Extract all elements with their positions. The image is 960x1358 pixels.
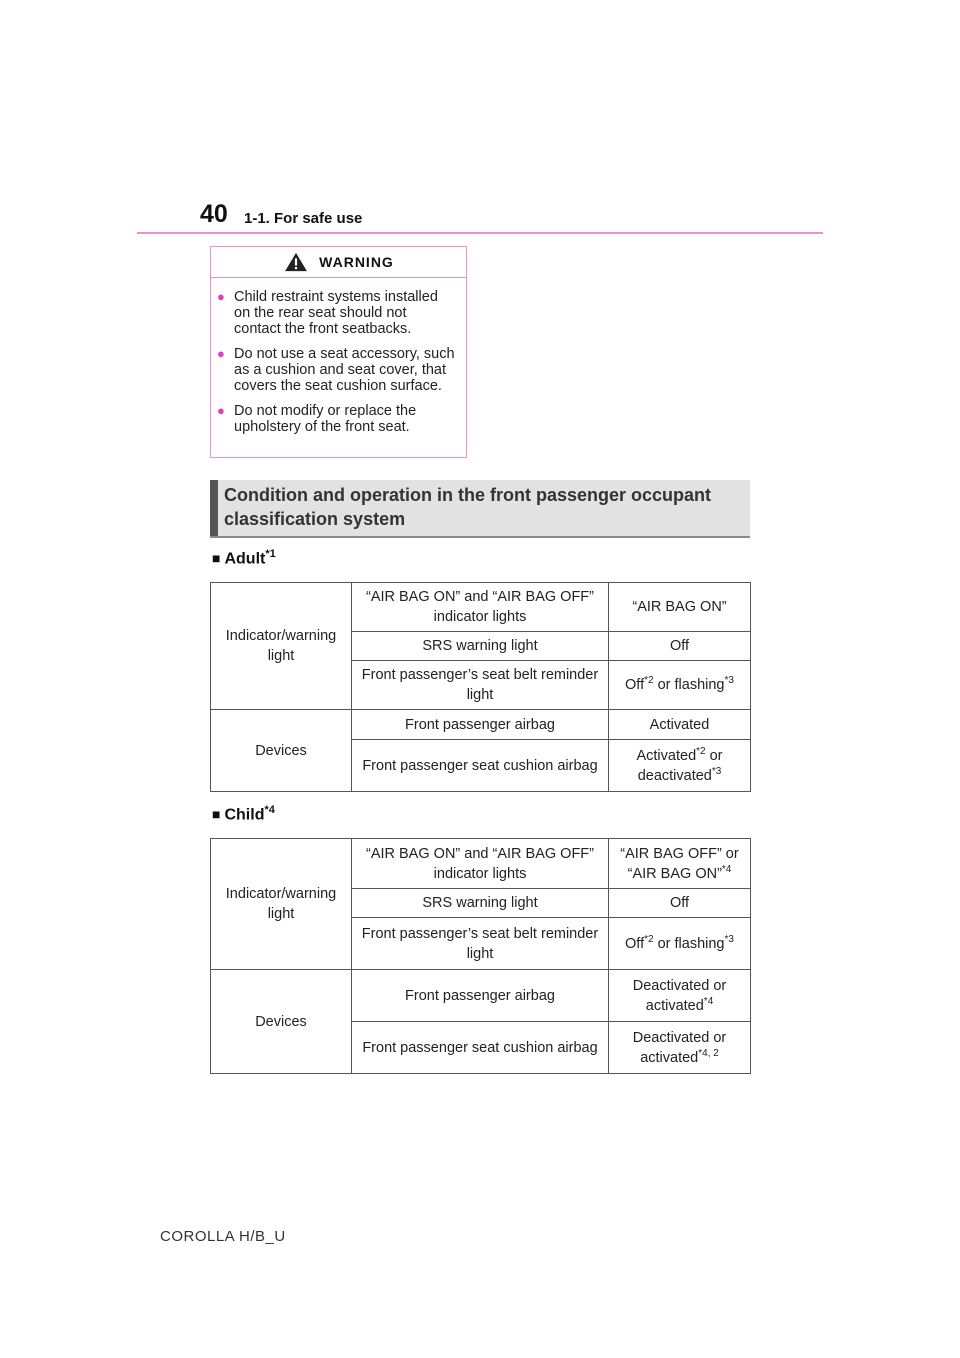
value-text: Deactivated or activated xyxy=(632,1029,727,1066)
value-cell: “AIR BAG ON” xyxy=(609,583,751,632)
section-heading: Condition and operation in the front passenger occupant classification system xyxy=(224,485,712,529)
item-cell: Front passenger’s seat belt reminder light xyxy=(352,661,609,710)
table-row xyxy=(211,839,751,889)
section-title: 1-1. For safe use xyxy=(244,210,363,227)
table-row xyxy=(211,970,751,1022)
value-cell xyxy=(609,661,751,710)
footnote-ref: *4, 2 xyxy=(698,1047,719,1059)
value-text: Activated xyxy=(636,747,697,764)
footnote-ref: *3 xyxy=(711,765,722,777)
warning-item xyxy=(217,403,456,435)
footnote-ref: *3 xyxy=(724,675,734,687)
header-rule xyxy=(137,232,823,234)
warning-header xyxy=(211,247,466,278)
footnote-ref: *2 xyxy=(644,675,654,687)
bullet-icon: ● xyxy=(217,289,225,304)
warning-item xyxy=(217,289,456,337)
value-text: Off xyxy=(625,677,645,693)
warning-triangle-icon xyxy=(283,252,309,272)
item-cell: SRS warning light xyxy=(352,889,609,918)
heading-accent-bar xyxy=(210,480,218,536)
warning-item-text: Do not modify or replace the upholstery of the front seat. xyxy=(234,403,417,435)
section-heading-bar xyxy=(210,480,750,538)
footnote-ref: *4 xyxy=(703,995,714,1007)
page-number: 40 xyxy=(200,200,228,228)
value-cell: Activated xyxy=(609,710,751,740)
footnote-ref: *2 xyxy=(644,933,654,945)
warning-title: WARNING xyxy=(319,254,394,270)
adult-heading xyxy=(212,548,276,568)
value-cell xyxy=(609,918,751,970)
warning-item-text: Do not use a seat accessory, such as a cushion and seat cover, that covers the seat cushion surface. xyxy=(234,346,455,394)
footnote-ref: *2 xyxy=(696,745,706,757)
child-table xyxy=(210,838,751,1074)
item-cell: Front passenger seat cushion airbag xyxy=(352,740,609,792)
item-cell: Front passenger’s seat belt reminder light xyxy=(352,918,609,970)
value-cell xyxy=(609,740,751,792)
item-cell: Front passenger airbag xyxy=(352,970,609,1022)
row-header-indicator: Indicator/warning light xyxy=(211,839,352,970)
footnote-ref: *4 xyxy=(721,863,732,875)
value-text: “AIR BAG OFF” or “AIR BAG ON” xyxy=(620,845,739,882)
square-bullet-icon: ■ xyxy=(212,550,221,567)
footnote-ref: *3 xyxy=(724,933,734,945)
item-cell: SRS warning light xyxy=(352,632,609,661)
bullet-icon: ● xyxy=(217,346,225,361)
child-heading xyxy=(212,804,275,824)
value-text: Deactivated or activated xyxy=(632,977,727,1014)
bullet-icon: ● xyxy=(217,403,225,418)
footer-model: COROLLA H/B_U xyxy=(160,1228,286,1245)
item-cell: “AIR BAG ON” and “AIR BAG OFF” indicator lights xyxy=(352,583,609,632)
table-row xyxy=(211,583,751,632)
adult-table xyxy=(210,582,751,792)
row-header-devices: Devices xyxy=(211,710,352,792)
warning-item-text: Child restraint systems installed on the rear seat should not contact the front seatbacks. xyxy=(234,289,438,337)
value-text: or flashing xyxy=(653,677,725,693)
value-cell: Off xyxy=(609,889,751,918)
value-text: Off xyxy=(625,935,645,952)
row-header-devices: Devices xyxy=(211,970,352,1074)
value-cell: Off xyxy=(609,632,751,661)
value-text: or deactivated xyxy=(637,747,723,784)
table-row xyxy=(211,710,751,740)
value-cell xyxy=(609,1022,751,1074)
item-cell: Front passenger seat cushion airbag xyxy=(352,1022,609,1074)
footnote-ref: *4 xyxy=(264,804,275,816)
footnote-ref: *1 xyxy=(265,548,276,560)
value-text: or flashing xyxy=(653,935,725,952)
warning-list xyxy=(211,278,466,435)
child-label: Child xyxy=(224,806,265,824)
value-cell xyxy=(609,839,751,889)
value-cell xyxy=(609,970,751,1022)
adult-label: Adult xyxy=(224,550,266,568)
square-bullet-icon: ■ xyxy=(212,806,221,823)
row-header-indicator: Indicator/warning light xyxy=(211,583,352,710)
item-cell: “AIR BAG ON” and “AIR BAG OFF” indicator lights xyxy=(352,839,609,889)
warning-box xyxy=(210,246,467,458)
warning-item xyxy=(217,346,456,394)
item-cell: Front passenger airbag xyxy=(352,710,609,740)
